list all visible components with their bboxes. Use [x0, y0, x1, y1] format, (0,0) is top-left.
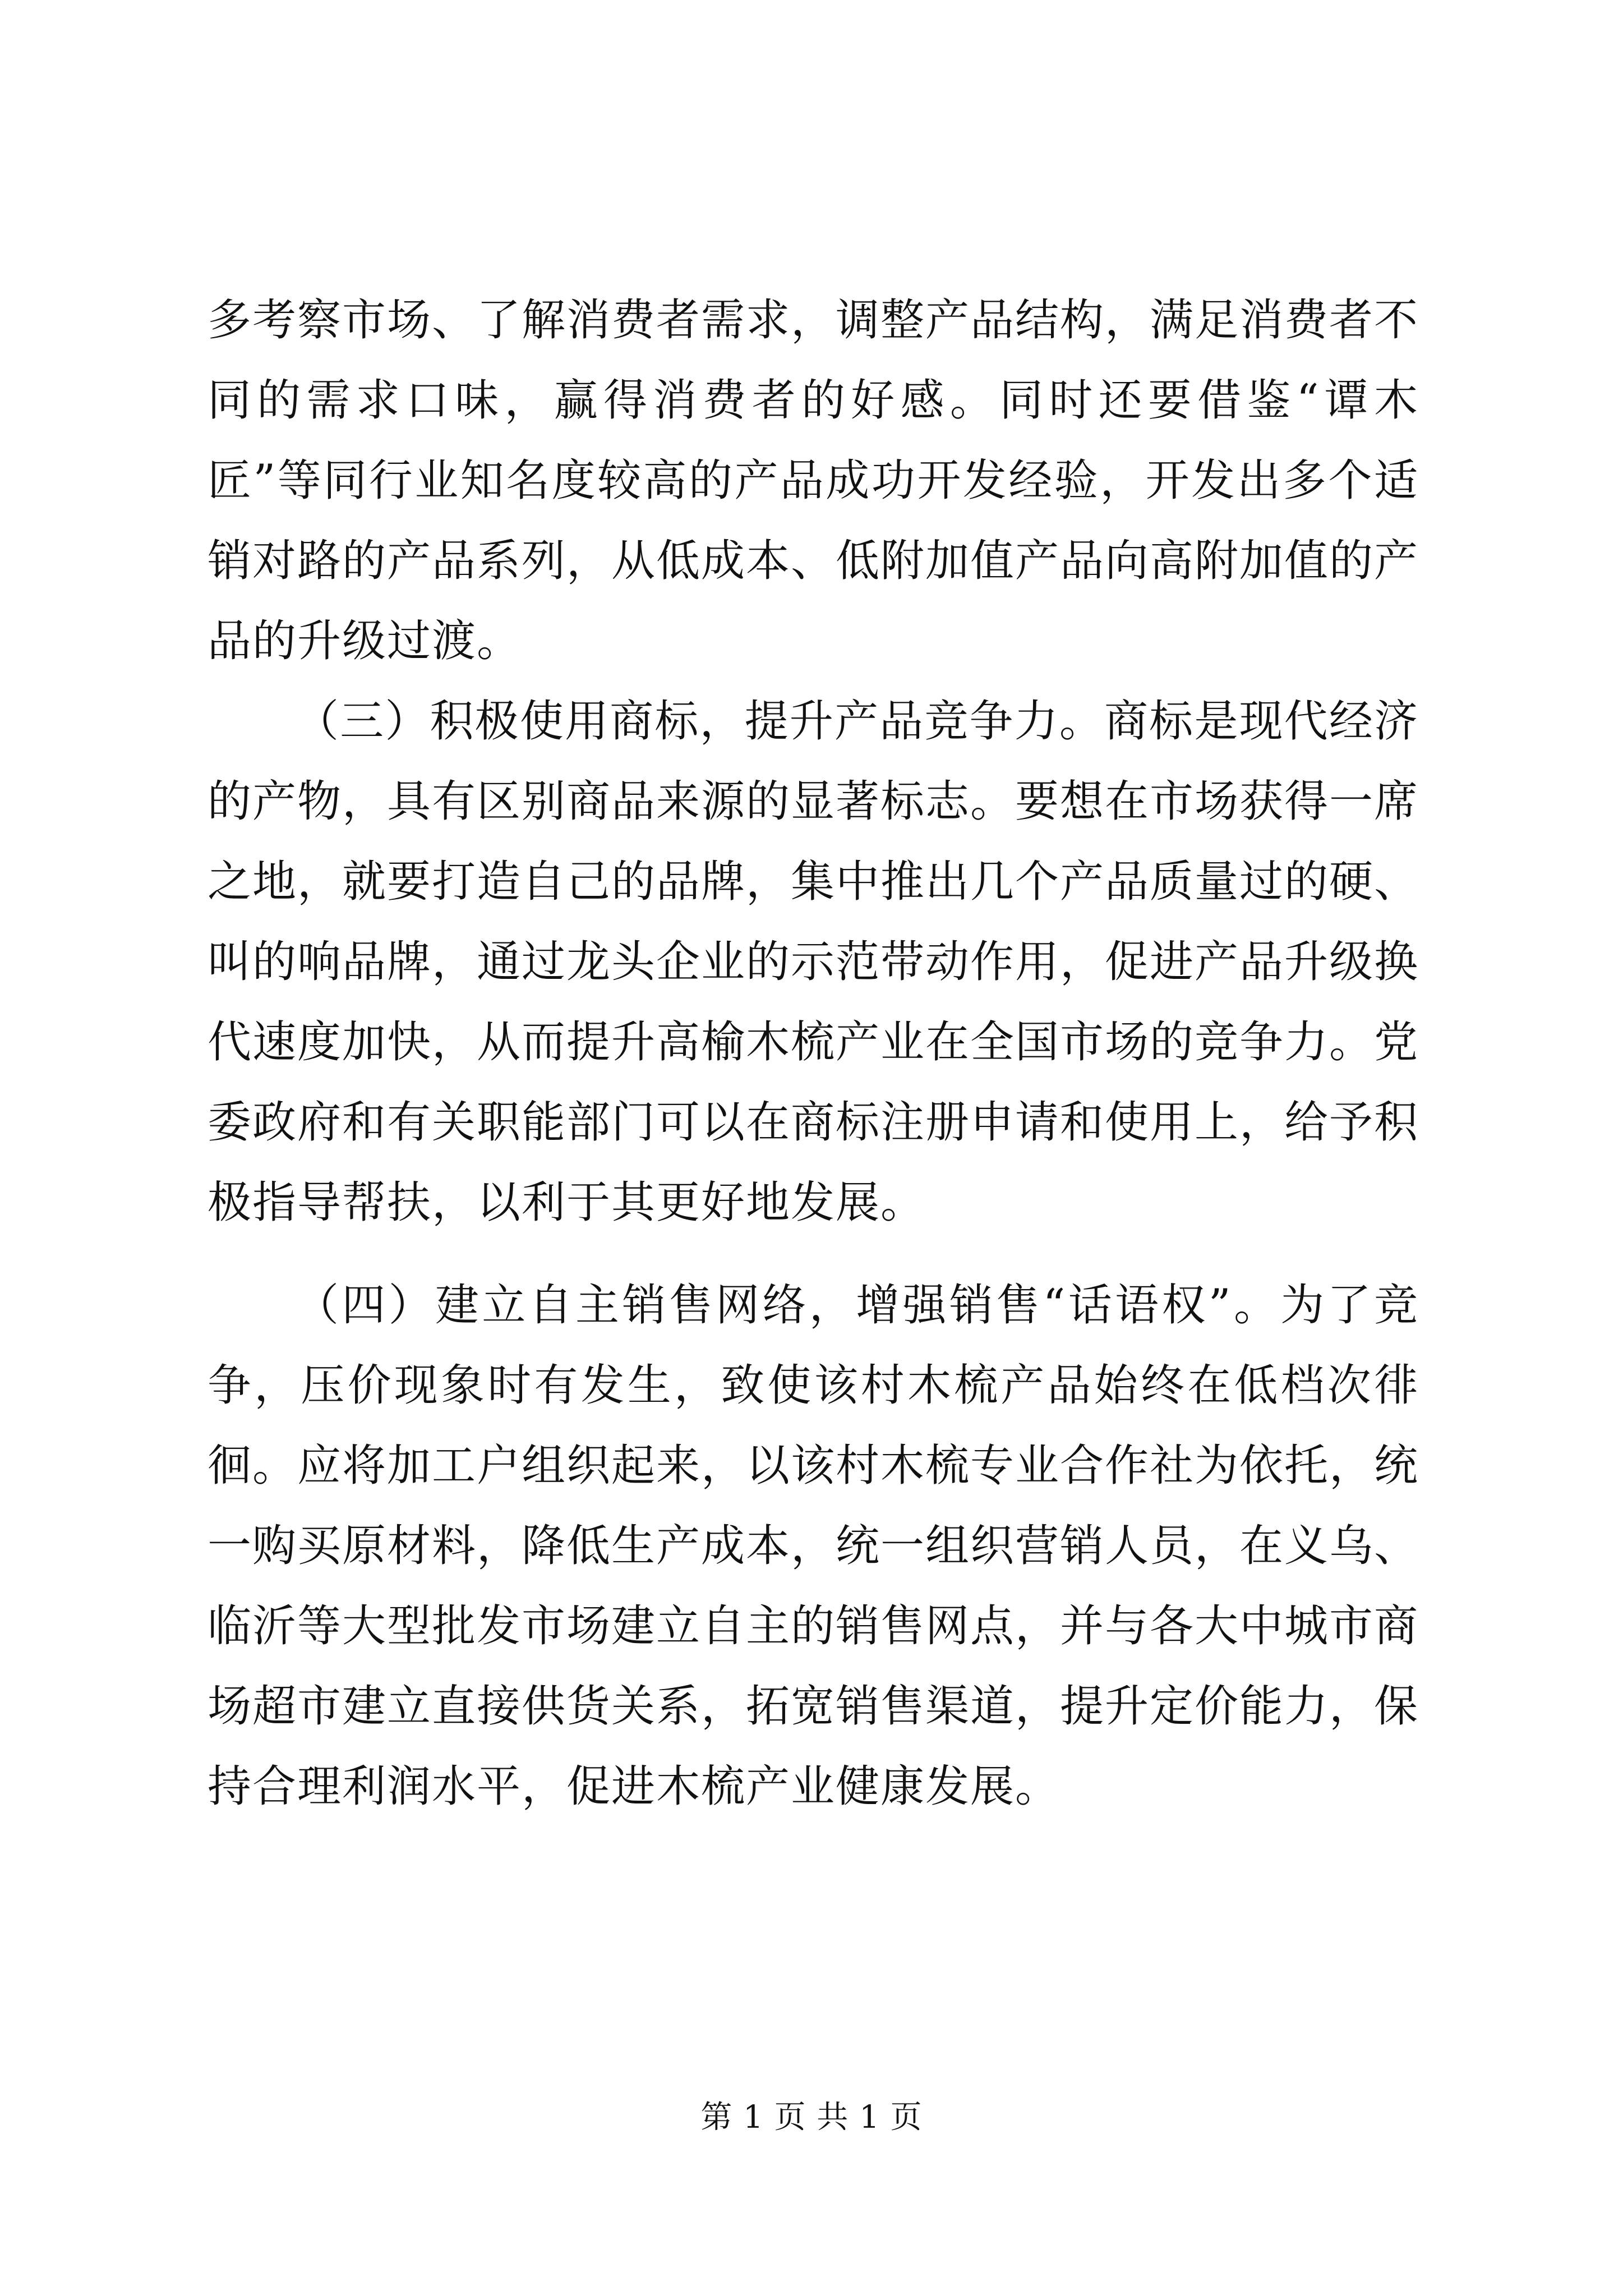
paragraph-continuation: 多考察市场、了解消费者需求，调整产品结构，满足消费者不同的需求口味，赢得消费者的好感。同时还要借鉴“谭木匠”等同行业知名度较高的产品成功开发经验，开发出多个适销对路的产品系列，从低成本、低附加值产品向高附加值的产品的升级过渡。	[208, 295, 1419, 666]
paragraph-section-four: （四）建立自主销售网络，增强销售“话语权”。为了竞争，压价现象时有发生，致使该村木梳产品始终在低档次徘徊。应将加工户组织起来，以该村木梳专业合作社为依托，统一购买原材料，降低生产成本，统一组织营销人员，在义乌、临沂等大型批发市场建立自主的销售网点，并与各大中城市商场超市建立直接供货关系，拓宽销售渠道，提升定价能力，保持合理利润水平，促进木梳产业健康发展。	[208, 1280, 1419, 1812]
page-footer: 第 1 页 共 1 页	[700, 2099, 923, 2136]
paragraph-section-three: （三）积极使用商标，提升产品竞争力。商标是现代经济的产物，具有区别商品来源的显著标志。要想在市场获得一席之地，就要打造自己的品牌，集中推出几个产品质量过的硬、叫的响品牌，通过龙头企业的示范带动作用，促进产品升级换代速度加快，从而提升高榆木梳产业在全国市场的竞争力。党委政府和有关职能部门可以在商标注册申请和使用上，给予积极指导帮扶，以利于其更好地发展。	[208, 696, 1419, 1228]
document-body	[208, 280, 1419, 1827]
